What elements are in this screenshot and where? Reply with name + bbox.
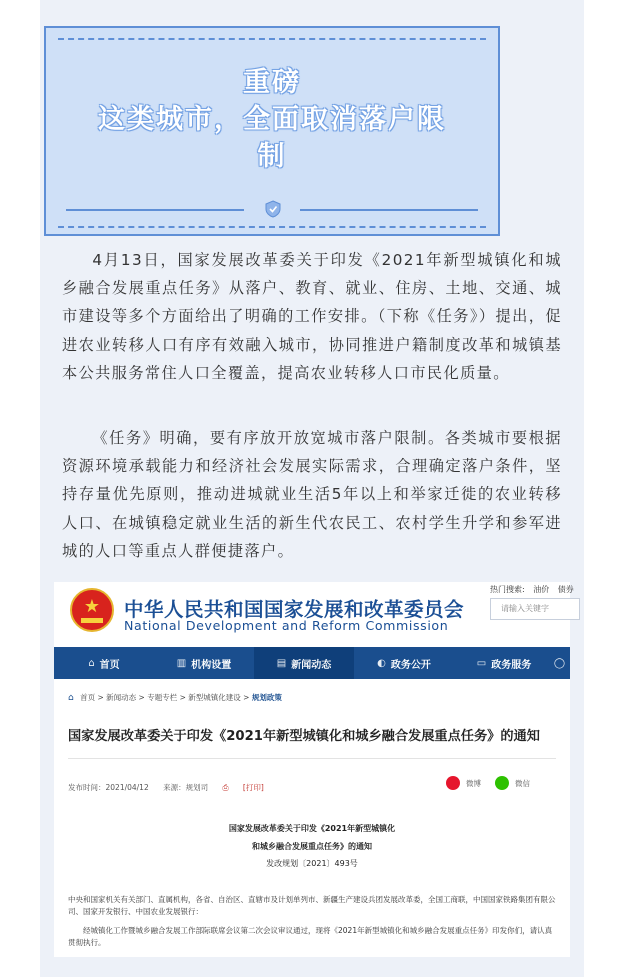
document-body: 经城镇化工作暨城乡融合发展工作部际联席会议第二次会议审议通过，现将《2021年新型城镇化和城乡融合发展重点任务》印发你们，请认真贯彻执行。 xyxy=(68,926,553,947)
divider xyxy=(68,758,556,759)
document-heading-line-2: 和城乡融合发展重点任务》的通知 xyxy=(252,842,372,851)
banner-title-line-2: 这类城市，全面取消落户限 xyxy=(98,104,446,135)
news-icon: ▤ xyxy=(276,657,287,669)
breadcrumb-item[interactable]: 新闻动态 xyxy=(106,693,137,702)
home-icon: ⌂ xyxy=(88,657,95,669)
search-input[interactable]: 请输入关键字 xyxy=(490,598,580,620)
site-name-chinese: 中华人民共和国国家发展和改革委员会 xyxy=(124,598,465,621)
banner-divider-right xyxy=(300,209,478,211)
breadcrumb-item[interactable]: 专题专栏 xyxy=(147,693,178,702)
breadcrumb-item[interactable]: 新型城镇化建设 xyxy=(188,693,241,702)
hot-search xyxy=(490,584,580,595)
home-icon[interactable]: ⌂ xyxy=(68,693,74,703)
article-paragraph-2: 《任务》明确，要有序放开放宽城市落户限制。各类城市要根据资源环境承载能力和经济社会发展实际需求，合理确定落户条件，坚持存量优先原则，推动进城就业生活5年以上和举家迁徙的农业转移人口、在城镇稳定就业生活的新生代农民工、农村学生升学和参军进城的人口等重点人群便捷落户。 xyxy=(62,429,562,560)
headline-banner xyxy=(44,26,500,236)
shield-icon xyxy=(265,200,281,218)
banner-dashed-border-top xyxy=(58,38,486,40)
nav-item-label: 机构设置 xyxy=(191,659,232,671)
document-heading-line-1: 国家发展改革委关于印发《2021年新型城镇化 xyxy=(228,824,396,833)
nav-item-organization[interactable] xyxy=(154,647,254,679)
share-wechat-label[interactable]: 微信 xyxy=(515,778,530,788)
source: 来源：规划司 xyxy=(163,783,209,792)
nav-item-more[interactable] xyxy=(554,647,570,679)
nav-item-government-affairs[interactable] xyxy=(354,647,454,679)
breadcrumb-item[interactable]: 规划政策 xyxy=(251,693,282,702)
nav-item-label: 新闻动态 xyxy=(291,659,332,671)
document-number: 发改规划〔2021〕493号 xyxy=(266,859,358,868)
banner-title-line-1: 重磅 xyxy=(243,67,301,98)
service-icon: ▭ xyxy=(476,657,487,669)
share-bar xyxy=(446,776,530,790)
hot-search-label: 热门搜索: xyxy=(490,585,525,594)
site-name-english: National Development and Reform Commission xyxy=(124,618,449,633)
publish-time: 发布时间：2021/04/12 xyxy=(68,783,149,792)
print-label: [打印] xyxy=(242,783,264,792)
banner-divider-left xyxy=(66,209,244,211)
hot-search-term[interactable]: 油价 xyxy=(533,585,550,594)
printer-icon: ⎙ xyxy=(222,783,231,792)
banner-title xyxy=(46,64,498,175)
ndrc-webpage-screenshot xyxy=(54,582,574,957)
breadcrumb-item[interactable]: 首页 xyxy=(80,693,96,702)
banner-title-line-3: 制 xyxy=(257,141,287,172)
print-button[interactable] xyxy=(223,783,276,792)
nav-item-news[interactable] xyxy=(254,647,354,679)
banner-dashed-border-bottom xyxy=(58,226,486,228)
weibo-icon[interactable] xyxy=(446,776,460,790)
nav-item-home[interactable] xyxy=(54,647,154,679)
document-recipients: 中央和国家机关有关部门、直属机构，各省、自治区、直辖市及计划单列市、新疆生产建设兵团发展改革委，全国工商联，中国国家铁路集团有限公司、国家开发银行、中国农业发展银行： xyxy=(68,895,556,916)
document-title: 国家发展改革委关于印发《2021年新型城镇化和城乡融合发展重点任务》的通知 xyxy=(68,729,540,744)
wechat-icon[interactable] xyxy=(495,776,509,790)
document-meta xyxy=(68,782,288,793)
nav-item-label: 政务服务 xyxy=(491,659,532,671)
more-icon: ◯ xyxy=(553,657,566,669)
affairs-icon: ◐ xyxy=(377,657,386,669)
building-icon: ▥ xyxy=(176,657,187,669)
nav-item-services[interactable] xyxy=(454,647,554,679)
share-weibo-label[interactable]: 微博 xyxy=(466,778,481,788)
hot-search-term[interactable]: 债券 xyxy=(557,585,574,594)
article-paragraph-1: 4月13日，国家发展改革委关于印发《2021年新型城镇化和城乡融合发展重点任务》从落户、教育、就业、住房、土地、交通、城市建设等多个方面给出了明确的工作安排。（下称《任务》）提出，促进农业转移人口有序有效融入城市，协同推进户籍制度改革和城镇基本公共服务常住人口全覆盖，提高农业转移人口市民化质量。 xyxy=(62,251,562,382)
nav-item-label: 政务公开 xyxy=(390,659,431,671)
main-nav xyxy=(54,647,570,679)
national-emblem-icon: ★ xyxy=(70,588,114,632)
breadcrumb: ⌂ 首页 > 新闻动态 > 专题专栏 > 新型城镇化建设 > 规划政策 xyxy=(68,693,282,703)
nav-item-label: 首页 xyxy=(99,659,120,671)
